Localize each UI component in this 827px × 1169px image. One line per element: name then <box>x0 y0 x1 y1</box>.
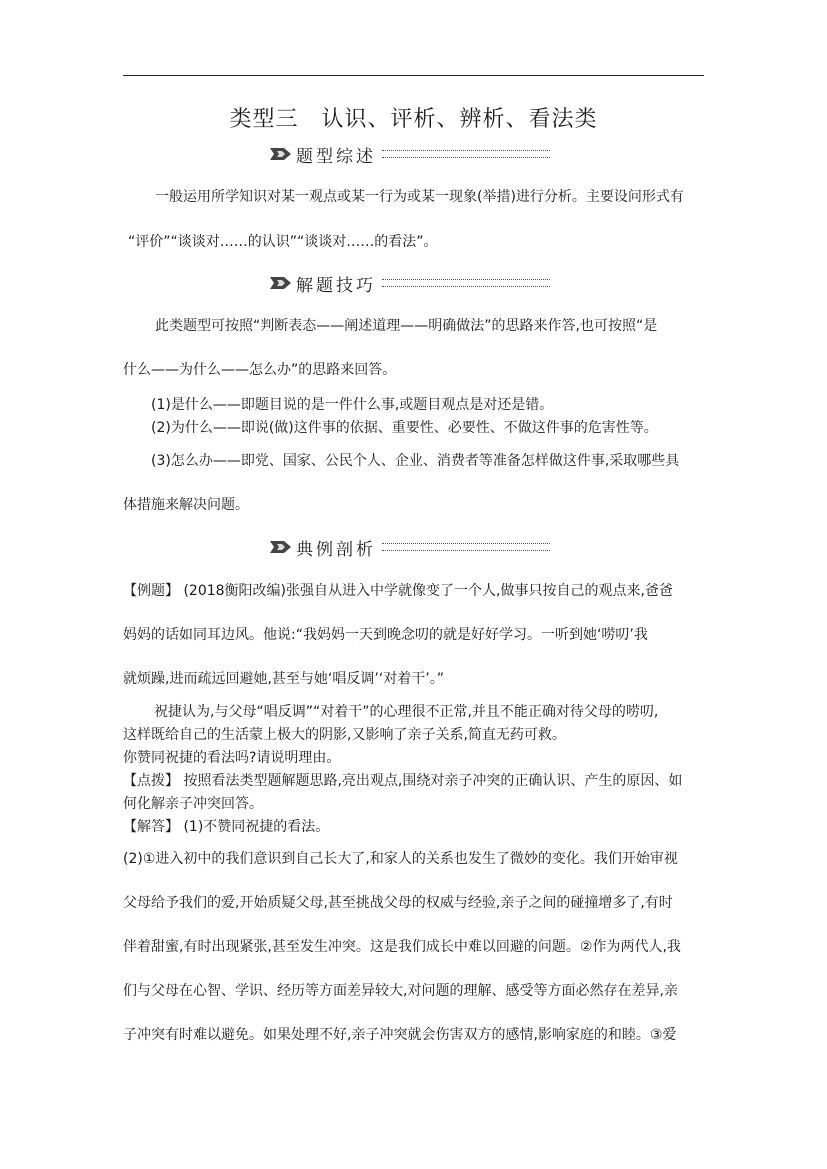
section-arrow-icon <box>270 540 292 554</box>
example-question: 你赞同祝捷的看法吗?请说明理由。 <box>123 750 341 766</box>
section-header-tips <box>270 272 550 294</box>
section-arrow-icon <box>270 147 292 161</box>
answer-line-6: 子冲突有时难以避免。如果处理不好,亲子冲突就会伤害双方的感情,影响家庭的和睦。③爱 <box>123 1027 677 1043</box>
section-header-example <box>270 536 550 558</box>
answer-line-5: 们与父母在心智、学识、经历等方面差异较大,对问题的理解、感受等方面必然存在差异,亲 <box>123 983 678 999</box>
section-dotted-rule <box>382 279 550 287</box>
overview-line-2: “评价”“谈谈对……的认识”“谈谈对……的看法”。 <box>128 234 438 250</box>
example-line-2: 妈妈的话如同耳边风。他说:“我妈妈一天到晚念叨的就是好好学习。一听到她‘唠叨’我 <box>123 627 648 643</box>
header-rule <box>123 75 704 76</box>
hint-text: 按照看法类型题解题思路,亮出观点,围绕对亲子冲突的正确认识、产生的原因、如 <box>179 773 683 789</box>
section-title: 题型综述 <box>296 146 376 167</box>
section-dotted-rule <box>382 543 550 551</box>
section-title: 典例剖析 <box>296 539 376 560</box>
overview-line-1: 一般运用所学知识对某一观点或某一行为或某一现象(举措)进行分析。主要设问形式有 <box>155 189 684 205</box>
section-header-overview <box>270 143 550 165</box>
answer-tag: 【解答】 <box>123 819 179 835</box>
example-line-4: 祝捷认为,与父母“唱反调”“对着干”的心理很不正常,并且不能正确对待父母的唠叨, <box>154 704 659 720</box>
tips-item-3a: (3)怎么办——即党、国家、公民个人、企业、消费者等准备怎样做这件事,采取哪些具 <box>151 453 680 469</box>
answer-text: (1)不赞同祝捷的看法。 <box>179 819 330 835</box>
answer-line-4: 伴着甜蜜,有时出现紧张,甚至发生冲突。这是我们成长中难以回避的问题。②作为两代人,我 <box>123 939 681 955</box>
section-title: 解题技巧 <box>296 275 376 296</box>
tips-item-2: (2)为什么——即说(做)这件事的依据、重要性、必要性、不做这件事的危害性等。 <box>151 420 658 436</box>
hint-line-2: 何化解亲子冲突回答。 <box>123 796 263 812</box>
answer-line-3: 父母给予我们的爱,开始质疑父母,甚至挑战父母的权威与经验,亲子之间的碰撞增多了,有时 <box>123 895 673 911</box>
example-line-3: 就烦躁,进而疏远回避她,甚至与她‘唱反调’‘对着干’。” <box>123 671 444 687</box>
example-text: (2018衡阳改编)张强自从进入中学就像变了一个人,做事只按自己的观点来,爸爸 <box>179 583 673 599</box>
tips-item-1: (1)是什么——即题目说的是一件什么事,或题目观点是对还是错。 <box>151 397 554 413</box>
answer-line-2: (2)①进入初中的我们意识到自己长大了,和家人的关系也发生了微妙的变化。我们开始审视 <box>123 851 678 867</box>
tips-line-2: 什么——为什么——怎么办”的思路来回答。 <box>123 362 397 378</box>
example-tag: 【例题】 <box>123 583 179 599</box>
tips-item-3b: 体措施来解决问题。 <box>123 497 249 513</box>
hint-line-1 <box>123 772 682 790</box>
example-line-1 <box>123 582 673 600</box>
answer-line-1 <box>123 818 329 836</box>
page-title: 类型三 认识、评析、辨析、看法类 <box>229 107 598 132</box>
example-line-5: 这样既给自己的生活蒙上极大的阴影,又影响了亲子关系,简直无药可救。 <box>123 727 566 743</box>
section-dotted-rule <box>382 150 550 158</box>
section-arrow-icon <box>270 276 292 290</box>
hint-tag: 【点拨】 <box>123 773 179 789</box>
tips-line-1: 此类题型可按照“判断表态——阐述道理——明确做法”的思路来作答,也可按照“是 <box>155 318 658 334</box>
